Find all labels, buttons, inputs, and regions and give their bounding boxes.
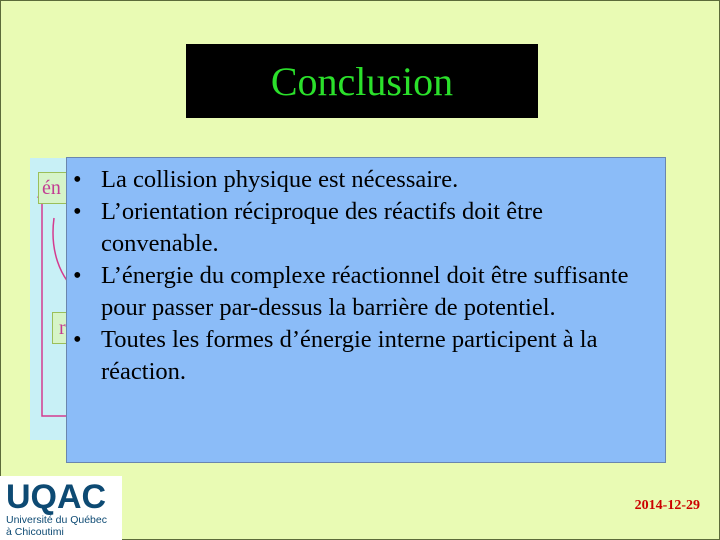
bullet-dot: • (73, 262, 82, 289)
bullet-item (67, 260, 665, 324)
logo-subtitle-line: à Chicoutimi (6, 526, 64, 538)
uqac-logo (0, 476, 122, 540)
background-label-reaction: r (52, 312, 72, 344)
bullet-item (67, 324, 665, 388)
bullet-text: L’orientation réciproque des réactifs doit être convenable. (101, 198, 543, 257)
bullet-dot: • (73, 166, 82, 193)
slide-title: Conclusion (270, 58, 454, 104)
logo-wordmark: UQAC (6, 478, 107, 516)
title-box (186, 44, 538, 118)
bullet-dot: • (73, 326, 82, 353)
bullet-list (67, 164, 665, 388)
bullet-item (67, 196, 665, 260)
bullet-text: Toutes les formes d’énergie interne participent à la réaction. (101, 326, 598, 385)
logo-subtitle-line: Université du Québec (6, 514, 107, 526)
bullet-item (67, 164, 665, 196)
content-box (66, 157, 666, 463)
bullet-dot: • (73, 198, 82, 225)
background-label-energy: én (38, 172, 72, 204)
bullet-text: L’énergie du complexe réactionnel doit être suffisante pour passer par-dessus la barrière de potentiel. (101, 262, 629, 321)
logo-subtitle (6, 514, 107, 538)
slide-date: 2014-12-29 (634, 498, 700, 513)
bullet-text: La collision physique est nécessaire. (101, 166, 459, 193)
